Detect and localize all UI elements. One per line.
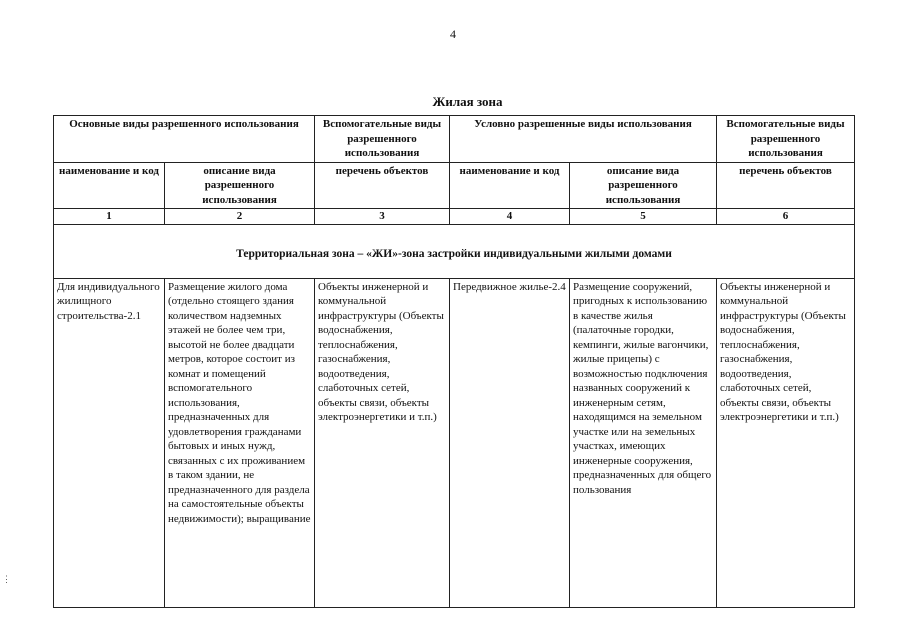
header-name-code-2: наименование и код bbox=[450, 162, 570, 209]
header-name-code: наименование и код bbox=[54, 162, 165, 209]
table-row bbox=[54, 278, 855, 607]
header-row-sub bbox=[54, 162, 855, 209]
column-numbers-row bbox=[54, 209, 855, 225]
header-description-2: описание вида разрешенного использования bbox=[570, 162, 717, 209]
column-number: 1 bbox=[54, 209, 165, 225]
cell-name-code: Для индивидуального жилищного строительства-2.1 bbox=[54, 278, 165, 607]
header-aux-uses-2: Вспомогательные виды разрешенного использования bbox=[717, 116, 855, 163]
cell-description: Размещение жилого дома (отдельно стоящего здания количеством надземных этажей не более чем три, высотой не более двадцати метров, которое состоит из комнат и помещений вспомогательного использования, предназначенных для удовлетворения гражданами бытовых и иных нужд, связанных с их проживанием в таком здании, не предназначенного для раздела на самостоятельные объекты недвижимости); выращивание bbox=[165, 278, 315, 607]
header-row-groups bbox=[54, 116, 855, 163]
zone-heading-row bbox=[54, 224, 855, 278]
column-number: 4 bbox=[450, 209, 570, 225]
header-objects-list-2: перечень объектов bbox=[717, 162, 855, 209]
column-number: 6 bbox=[717, 209, 855, 225]
page-number: 4 bbox=[450, 27, 456, 41]
header-aux-uses: Вспомогательные виды разрешенного использования bbox=[315, 116, 450, 163]
cell-aux-objects-2: Объекты инженерной и коммунальной инфраструктуры (Объекты водоснабжения, теплоснабжения, газоснабжения, водоотведения, слаботочных сетей, объекты связи, объекты электроэнергетики и т.п.) bbox=[717, 278, 855, 607]
page-title: Жилая зона bbox=[432, 94, 503, 109]
column-number: 2 bbox=[165, 209, 315, 225]
zone-heading: Территориальная зона – «ЖИ»-зона застройки индивидуальными жилыми домами bbox=[54, 224, 855, 278]
land-use-table bbox=[53, 115, 855, 608]
header-main-uses: Основные виды разрешенного использования bbox=[54, 116, 315, 163]
scan-margin-mark: ⋮ bbox=[2, 574, 11, 584]
cell-aux-objects: Объекты инженерной и коммунальной инфраструктуры (Объекты водоснабжения, теплоснабжения, газоснабжения, водоотведения, слаботочных сетей, объекты связи, объекты электроэнергетики и т.п.) bbox=[315, 278, 450, 607]
header-description: описание вида разрешенного использования bbox=[165, 162, 315, 209]
header-objects-list: перечень объектов bbox=[315, 162, 450, 209]
cell-conditional-name-code: Передвижное жилье-2.4 bbox=[450, 278, 570, 607]
header-conditional-uses: Условно разрешенные виды использования bbox=[450, 116, 717, 163]
column-number: 3 bbox=[315, 209, 450, 225]
column-number: 5 bbox=[570, 209, 717, 225]
cell-conditional-description: Размещение сооружений, пригодных к использованию в качестве жилья (палаточные городки, кемпинги, жилые вагончики, жилые прицепы) с возможностью подключения названных сооружений к инженерным сетям, находящимся на земельном участке или на земельных участках, имеющих инженерные сооружения, предназначенных для общего пользования bbox=[570, 278, 717, 607]
